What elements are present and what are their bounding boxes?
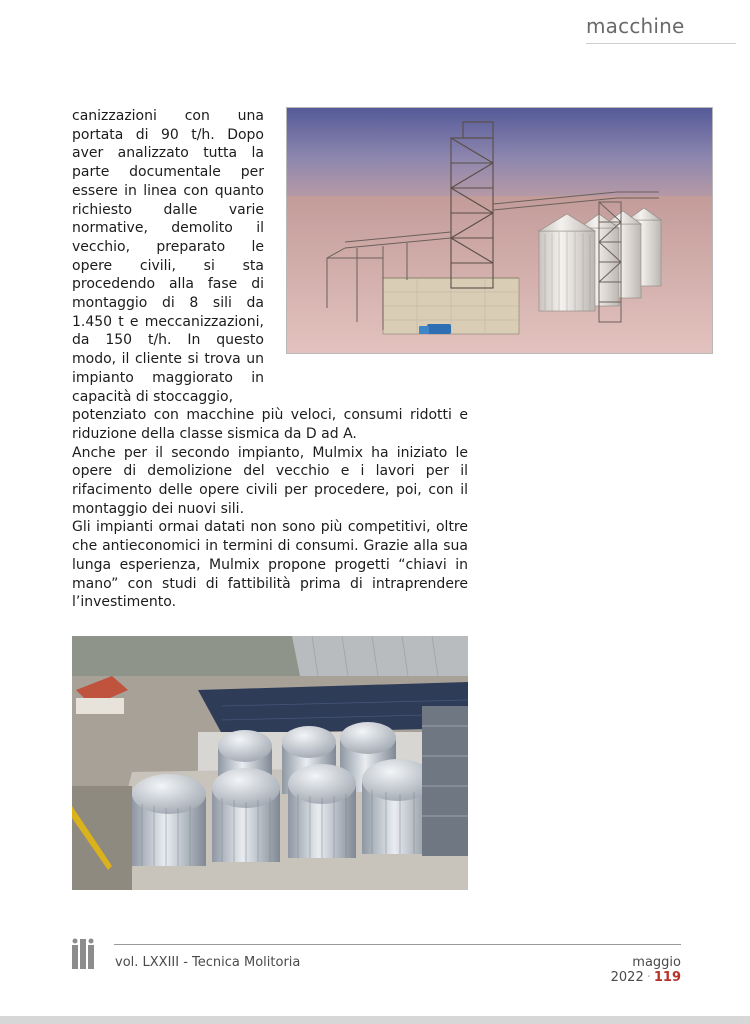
section-header [586, 14, 736, 44]
journal-name: vol. LXXIII - Tecnica Molitoria [115, 955, 301, 970]
narrow-column [72, 107, 264, 406]
article-paragraph-outdated-plants: Gli impianti ormai datati non sono più competitivi, oltre che antieconomici in termini di consumi. Grazie alla sua lunga esperienza, Mulmix propone progetti “chiavi in mano” con studi di fattibilità prima di intraprendere l’investimento. [72, 519, 468, 611]
publisher-logo-icon [72, 937, 94, 971]
article-paragraph-continuation: potenziato con macchine più veloci, consumi ridotti e riduzione della classe sismica da D ad A. [72, 407, 468, 442]
issue-date: maggio 2022 [610, 955, 681, 985]
article-paragraph-narrow: canizzazioni con una portata di 90 t/h. Dopo aver analizzato tutta la parte documentale per essere in linea con quanto richiesto dalle varie normative, demolito il vecchio, preparato le opere civili, si sta procedendo alla fase di montaggio di 8 sili da 1.450 t e meccanizzazioni, da 150 t/h. In questo modo, il cliente si trova un impianto maggiorato in capacità di stoccaggio, [72, 108, 264, 405]
section-rule [586, 43, 736, 44]
article-body [72, 107, 468, 612]
issue-and-page [570, 955, 681, 985]
footer-rule [114, 944, 681, 945]
footer-separator: · [646, 970, 651, 985]
page-number: 119 [653, 970, 681, 985]
page-bottom-edge [0, 1016, 750, 1024]
section-label: macchine [586, 14, 685, 38]
silo-site-photo [72, 636, 468, 890]
article-paragraph-second-plant: Anche per il secondo impianto, Mulmix ha iniziato le opere di demolizione del vecchio e i lavori per il rifacimento delle opere civili per procedere, poi, con il montaggio dei nuovi sili. [72, 444, 468, 517]
